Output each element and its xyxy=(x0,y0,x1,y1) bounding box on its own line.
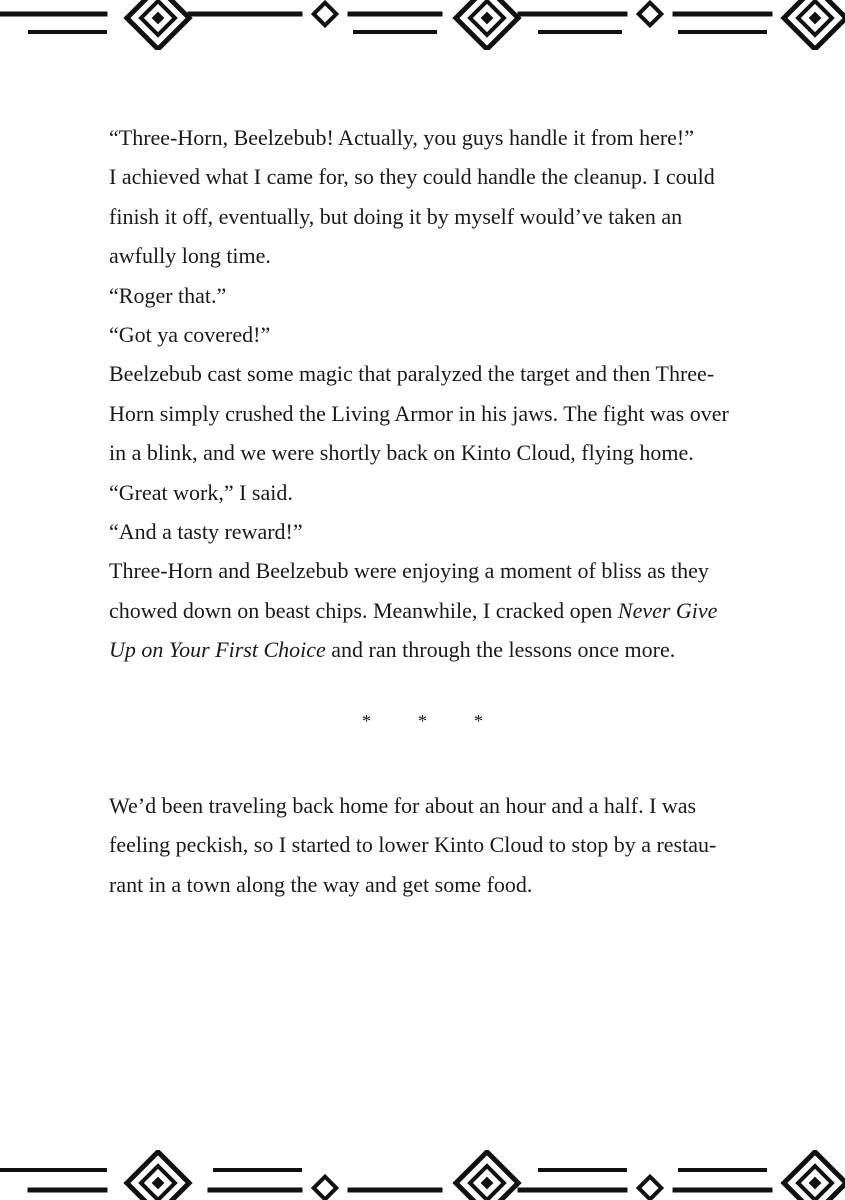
scene-break xyxy=(0,706,845,736)
scene-break-mark: * xyxy=(418,711,427,731)
text-line: “Roger that.” xyxy=(109,282,227,308)
text-line: Beelzebub cast some magic that paralyzed the target and then Three- xyxy=(109,361,715,387)
text-line: finish it off, eventually, but doing it by myself would’ve taken an xyxy=(109,203,683,229)
continued-text xyxy=(109,786,759,904)
decorative-border-bottom xyxy=(0,1150,845,1200)
book-title: Up on Your First Choice xyxy=(109,637,326,663)
text-line xyxy=(109,591,759,630)
text-line: “Great work,” I said. xyxy=(109,479,293,505)
text-line: We’d been traveling back home for about an hour and a half. I was xyxy=(109,793,697,818)
decorative-border-top xyxy=(0,0,845,50)
ornament-pattern-icon xyxy=(0,1150,845,1200)
text-line xyxy=(109,630,759,669)
scene-break-mark: * xyxy=(474,711,483,731)
text-line: Three-Horn and Beelzebub were enjoying a moment of bliss as they xyxy=(109,558,709,584)
text-line: rant in a town along the way and get some food. xyxy=(109,871,533,897)
text-line: “And a tasty reward!” xyxy=(109,519,303,545)
scene-break-mark: * xyxy=(362,711,371,731)
book-title: Never Give xyxy=(617,597,718,623)
text-line: awfully long time. xyxy=(109,243,271,269)
text-line: I achieved what I came for, so they could handle the cleanup. I could xyxy=(109,164,715,190)
text-segment: chowed down on beast chips. Meanwhile, I cracked open xyxy=(109,597,618,623)
text-segment: and ran through the lessons once more. xyxy=(325,637,676,663)
text-line: in a blink, and we were shortly back on Kinto Cloud, flying home. xyxy=(109,440,694,466)
text-line: Horn simply crushed the Living Armor in his jaws. The fight was over xyxy=(109,400,729,426)
text-line: “Three-Horn, Beelzebub! Actually, you guys handle it from here!” xyxy=(109,125,695,150)
main-text xyxy=(109,118,759,670)
text-line: “Got ya covered!” xyxy=(109,322,271,348)
ornament-pattern-icon xyxy=(0,0,845,50)
text-line: feeling peckish, so I started to lower Kinto Cloud to stop by a restau- xyxy=(109,832,717,858)
